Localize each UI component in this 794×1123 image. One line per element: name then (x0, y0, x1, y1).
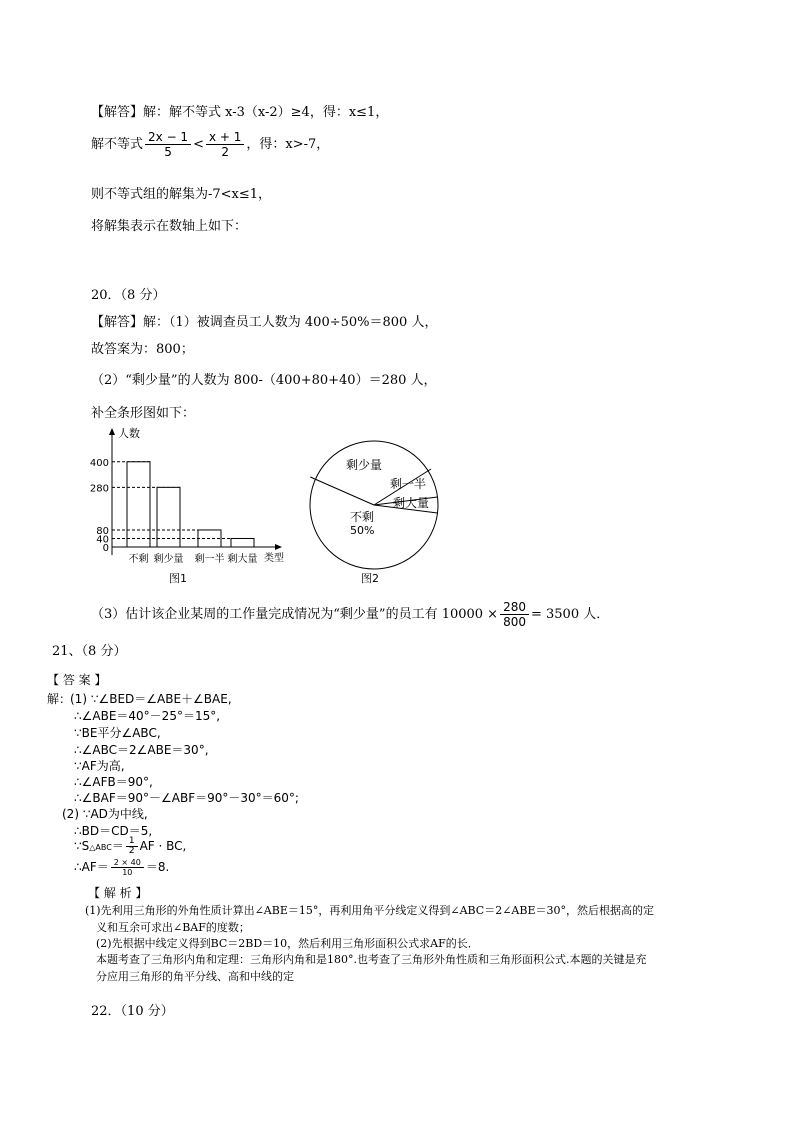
q19-line1: 【解答】解：解不等式 x-3（x-2）≥4，得：x≤1， (91, 105, 389, 120)
q19-line2-post: ，得：x>-7， (246, 137, 330, 152)
analysis-line: 分应用三角形的角平分线、高和中线的定 (96, 970, 294, 983)
area-rest: AF · BC, (139, 839, 187, 853)
pie-label-bu-sheng: 不剩 (350, 510, 375, 524)
af-post: ＝8. (145, 860, 170, 874)
bar-剩大量 (231, 538, 254, 547)
fraction-numerator: x + 1 (206, 130, 244, 145)
x-axis-arrow (275, 544, 282, 550)
y-tick-label: 280 (89, 483, 109, 495)
analysis-line: (2)先根据中线定义得到BC＝2BD＝10，然后利用三角形面积公式求AF的长． (96, 937, 479, 950)
x-tick-label: 剩大量 (227, 554, 258, 565)
q20-line1: 【解答】解：（1）被调查员工人数为 400÷50%＝800 人， (91, 315, 438, 330)
fraction-denominator: 10 (122, 868, 133, 877)
equals: ＝ (111, 839, 124, 853)
fraction-numerator: 2 × 40 (111, 858, 144, 868)
y-axis-label: 人数 (118, 427, 140, 440)
q19-line2 (91, 130, 329, 159)
y-tick-label: 0 (102, 543, 109, 554)
y-axis-arrow (109, 428, 115, 435)
area-subscript: △ABC (89, 843, 112, 852)
q20-line2: 故答案为：800； (91, 342, 194, 357)
analysis-line: 本题考查了三角形内角和定理：三角形内角和是180°.也考查了三角形外角性质和三角形面积公式.本题的关键是充 (96, 953, 647, 966)
bar-chart (88, 425, 300, 590)
x-axis-label: 类型 (264, 553, 284, 564)
pie-title: 图2 (361, 572, 379, 585)
pie-label-yiban: 剩一半 (390, 477, 427, 491)
analysis-line: (1)先利用三角形的外角性质计算出∠ABE＝15°，再利用角平分线定义得到∠ABC＝2∠ABE＝30°，然后根据高的定 (85, 904, 654, 917)
fraction-denominator: 800 (503, 615, 526, 629)
q21-line: ∴∠AFB＝90°, (74, 775, 153, 789)
fraction-denominator: 5 (164, 145, 172, 159)
pie-label-shaoliang: 剩少量 (346, 458, 383, 472)
q20-line5 (91, 600, 609, 629)
analysis-line: 义和互余可求出∠BAF的度数； (96, 921, 250, 934)
q21-heading: 21、（8 分） (52, 644, 127, 659)
solution-prefix: 解： (47, 692, 72, 706)
q21-line: (1) ∵∠BED＝∠ABE＋∠BAE, (70, 692, 232, 706)
y-tick-label: 40 (96, 534, 109, 546)
pie-label-daliang: 剩大量 (393, 496, 430, 510)
pie-chart (304, 425, 444, 590)
fraction-numerator: 280 (500, 600, 529, 615)
fraction-denominator: 2 (221, 145, 230, 159)
q19-line3: 则不等式组的解集为-7<x≤1， (91, 187, 272, 202)
fraction (126, 837, 138, 856)
q20-line4: 补全条形图如下： (91, 406, 196, 421)
pie-label-pct: 50% (350, 524, 375, 537)
q20-line3: （2）“剩少量”的人数为 800-（400+80+40）＝280 人， (91, 373, 437, 388)
x-tick-label: 不剩 (128, 554, 149, 565)
answer-tag: 【 答 案 】 (47, 673, 107, 687)
fraction-denominator: 2 (128, 846, 135, 856)
q21-line: ∴BD＝CD＝5, (74, 824, 153, 838)
q20-line5-pre: （3）估计该企业某周的工作量完成情况为“剩少量”的员工有 10000 × (91, 607, 499, 622)
fraction (111, 858, 144, 877)
x-tick-label: 剩少量 (153, 554, 184, 565)
q20-heading: 20．（8 分） (91, 288, 166, 303)
y-tick-label: 80 (96, 525, 109, 537)
fraction-numerator: 1 (126, 837, 138, 847)
q21-line: ∵BE平分∠ABC, (74, 726, 161, 740)
less-than: < (193, 137, 204, 152)
q21-line: ∴∠ABC＝2∠ABE＝30°, (74, 743, 209, 757)
q20-line5-post: = 3500 人． (530, 607, 610, 622)
q21-line: ∴∠BAF＝90°－∠ABF＝90°－30°＝60°; (74, 791, 299, 805)
q19-line2-pre: 解不等式 (91, 137, 144, 152)
af-pre: ∴AF＝ (74, 860, 109, 874)
chart-title: 图1 (169, 572, 187, 585)
area-symbol: ∵S (74, 839, 90, 853)
q21-line: ∵AF为高, (74, 759, 125, 773)
q22-heading: 22．（10 分） (91, 1004, 174, 1019)
analysis-tag: 【 解 析 】 (88, 886, 148, 900)
fraction (500, 600, 529, 629)
q21-line: (2) ∵AD为中线, (62, 807, 148, 821)
y-tick-label: 400 (89, 457, 109, 469)
q19-line4: 将解集表示在数轴上如下： (91, 219, 248, 234)
fraction (145, 130, 191, 159)
x-tick-label: 剩一半 (194, 554, 225, 565)
bar-不剩 (127, 462, 150, 547)
q21-line: ∴∠ABE＝40°－25°＝15°, (74, 709, 221, 723)
q21-af-line (74, 858, 169, 877)
q21-area-line (74, 837, 186, 856)
fraction-numerator: 2x − 1 (145, 130, 191, 145)
fraction (206, 130, 244, 159)
